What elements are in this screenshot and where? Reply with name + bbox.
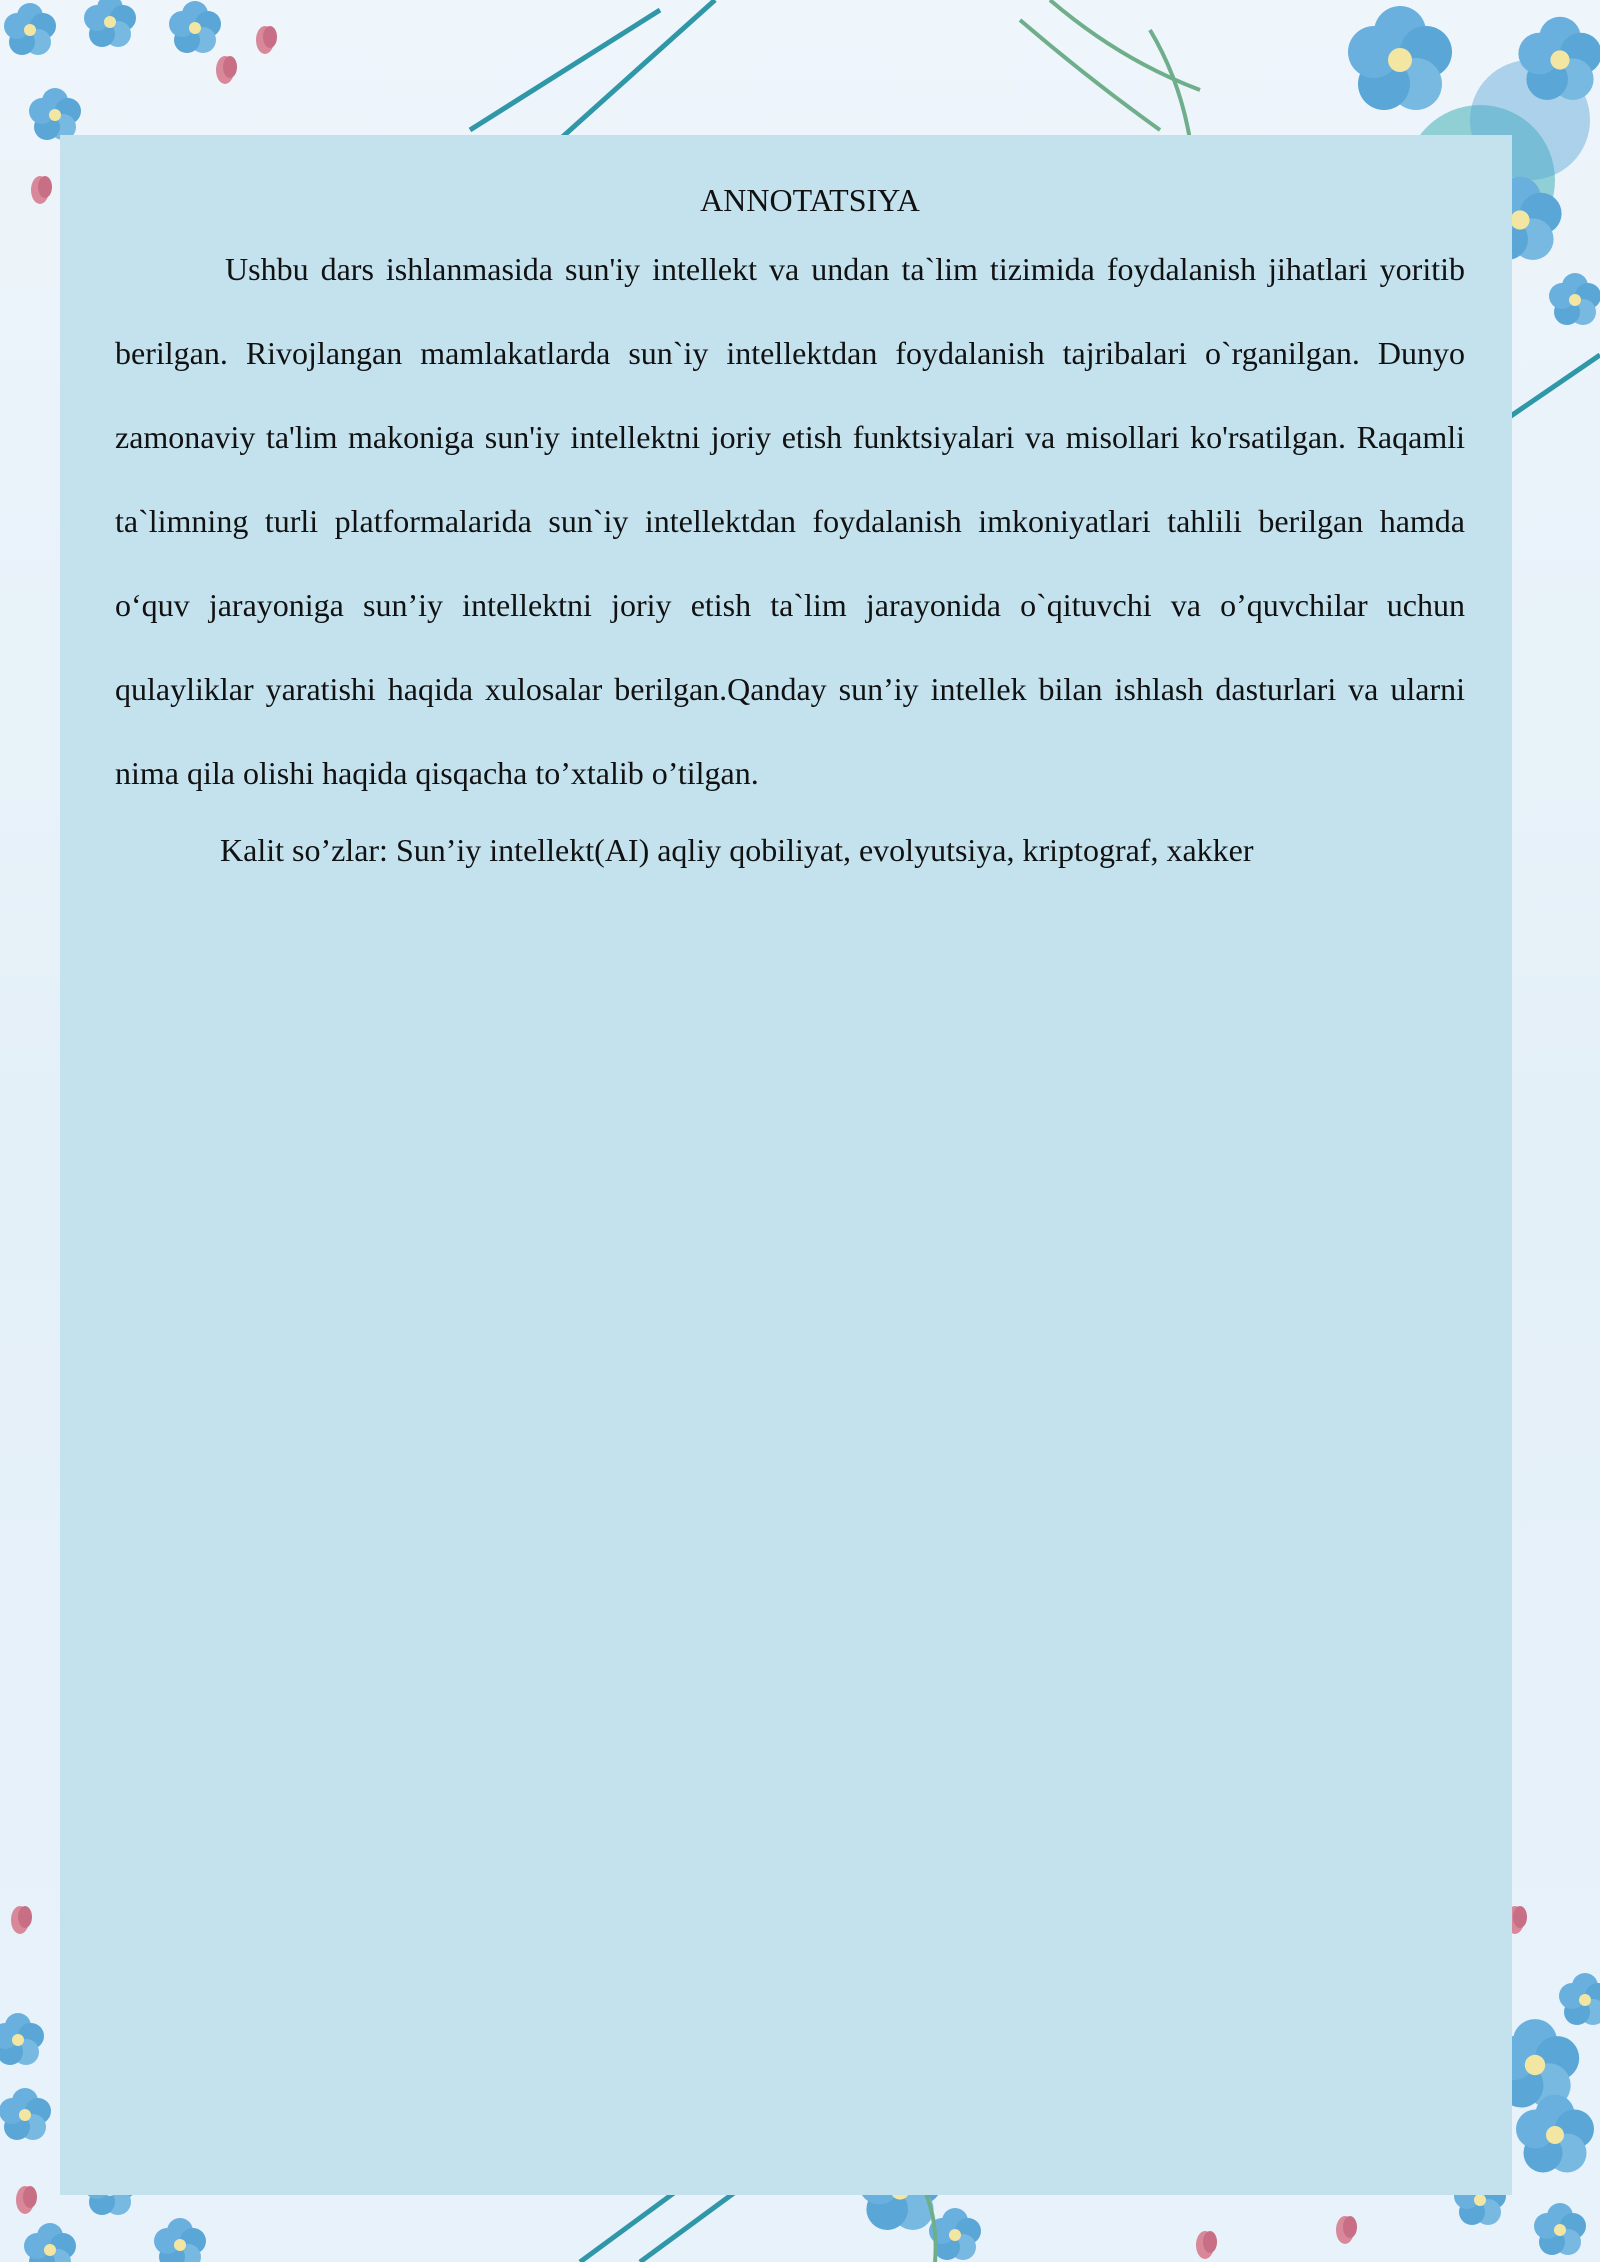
- document-body: [115, 175, 1465, 875]
- page-title: ANNOTATSIYA: [700, 182, 920, 218]
- keywords-line: Kalit so’zlar: Sun’iy intellekt(AI) aqliy qobiliyat, evolyutsiya, kriptograf, xakker: [220, 832, 1254, 868]
- abstract-paragraph: Ushbu dars ishlanmasida sun'iy intellekt va undan ta`lim tizimida foydalanish jihatlari yoritib berilgan. Rivojlangan mamlakatlarda sun`iy intellektdan foydalanish tajribalari o`rganilgan. Dunyo zamonaviy ta'lim makoniga sun'iy intellektni joriy etish funktsiyalari va misollari ko'rsatilgan. Raqamli ta`limning turli platformalarida sun`iy intellektdan foydalanish imkoniyatlari tahlili berilgan hamda o‘quv jarayoniga sun’iy intellektni joriy etish ta`lim jarayonida o`qituvchi va o’quvchilar uchun qulayliklar yaratishi haqida xulosalar berilgan.Qanday sun’iy intellek bilan ishlash dasturlari va ularni nima qila olishi haqida qisqacha to’xtalib o’tilgan.: [115, 251, 1465, 791]
